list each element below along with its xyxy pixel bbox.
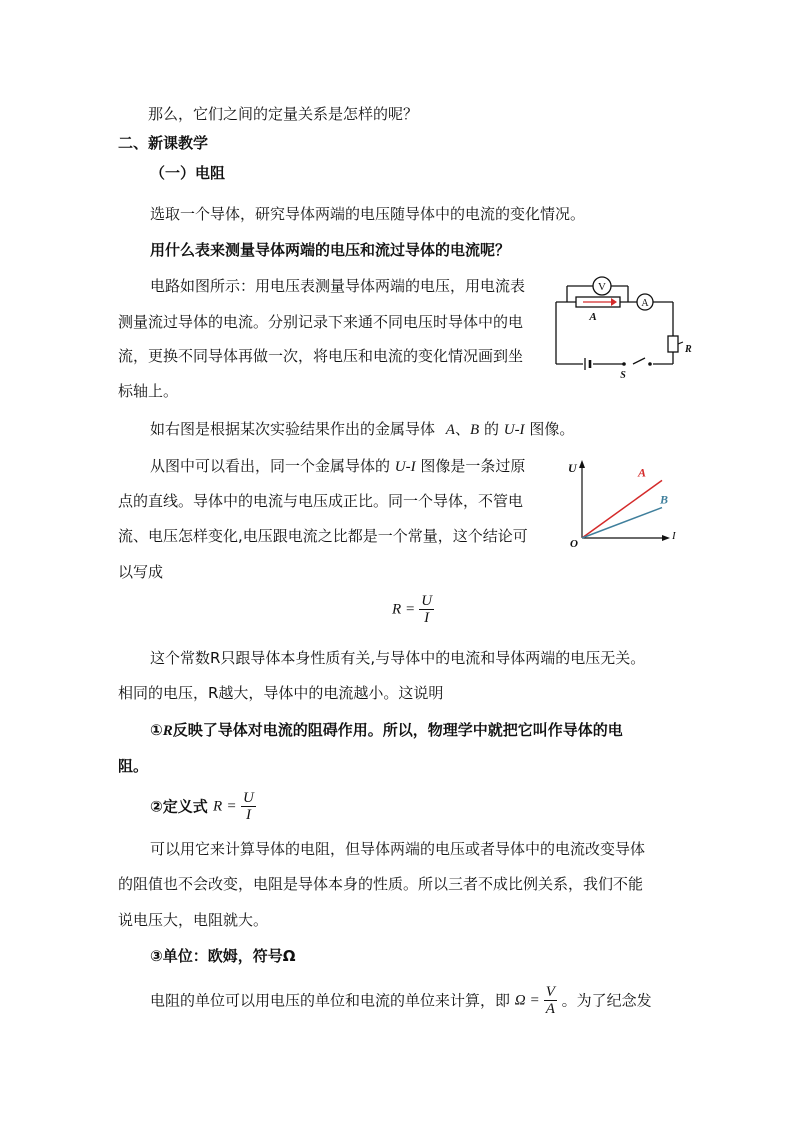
section-heading: 二、新课教学 (118, 134, 209, 152)
para-unit-derivation (150, 984, 652, 1017)
conductor-label: A (589, 311, 597, 323)
graph-text-line-4: 以写成 (118, 563, 164, 581)
circuit-text-line-4: 标轴上。 (118, 382, 179, 400)
p3-post: 图像。 (529, 420, 575, 438)
p6-eq: = (530, 992, 539, 1009)
x-axis-label: I (672, 530, 676, 542)
y-axis-arrow (579, 460, 585, 468)
para-constant-r-line-1: 这个常数R只跟导体本身性质有关,与导体中的电流和导体两端的电压无关。 (150, 649, 646, 667)
question-meters: 用什么表来测量导体两端的电压和流过导体的电流呢？ (150, 241, 511, 259)
rheostat-label: R (685, 344, 692, 355)
p6-numerator: V (545, 984, 555, 1000)
formula-eq: = (405, 601, 415, 618)
origin-label: O (570, 538, 578, 550)
point-2-numerator: U (243, 790, 254, 806)
p3-conductor-b: B (469, 422, 480, 438)
para-resistance-line-1: 可以用它来计算导体的电阻，但导体两端的电压或者导体中的电流改变导体 (150, 840, 646, 858)
circuit-text-line-2: 测量流过导体的电流。分别记录下来通不同电压时导体中的电 (118, 313, 524, 331)
p6-pre: 电阻的单位可以用电压的单位和电流的单位来计算，即 (150, 991, 511, 1010)
p3-sep: 、 (454, 420, 470, 438)
point-2-denominator: I (245, 807, 251, 823)
p6-post: 。为了纪念发 (561, 991, 652, 1010)
p3-pre: 如右图是根据某次实验结果作出的金属导体 (150, 420, 436, 438)
graph-text-l1-pre: 从图中可以看出，同一个金属导体的 (150, 457, 391, 475)
point-1-r: R (162, 723, 173, 739)
point-3-unit: ③单位：欧姆，符号Ω (150, 947, 296, 965)
p6-denominator: A (545, 1001, 555, 1017)
point-1-line-1 (150, 720, 623, 741)
series-label-a: A (638, 465, 647, 480)
point-1-line-2: 阻。 (118, 757, 149, 775)
p3-mid: 的 (483, 420, 499, 438)
formula-r-equals-u-over-i (392, 593, 434, 626)
p3-conductor-a: A (445, 422, 455, 438)
ui-graph (562, 456, 692, 551)
circuit-diagram (553, 262, 695, 382)
graph-text-line-3: 流、电压怎样变化,电压跟电流之比都是一个常量，这个结论可 (118, 527, 528, 545)
para-intro: 那么，它们之间的定量关系是怎样的呢？ (148, 105, 419, 123)
subsection-heading: （一）电阻 (150, 164, 226, 182)
circuit-text-line-1: 电路如图所示：用电压表测量导体两端的电压，用电流表 (150, 277, 526, 295)
para-resistance-line-3: 说电压大，电阻就大。 (118, 911, 269, 929)
p6-fraction (544, 984, 557, 1017)
series-label-b: B (660, 492, 669, 507)
point-1-text: 反映了导体对电流的阻碍作用。所以，物理学中就把它叫作导体的电 (172, 721, 623, 739)
graph-text-line-2: 点的直线。导体中的电流与电压成正比。同一个导体，不管电 (118, 492, 524, 510)
graph-text-l1-ui: U-I (394, 459, 416, 475)
voltmeter-label: V (598, 281, 606, 293)
para-resistance-line-2: 的阻值也不会改变，电阻是导体本身的性质。所以三者不成比例关系，我们不能 (118, 875, 644, 893)
formula-numerator: U (421, 593, 433, 609)
switch-label: S (620, 370, 626, 381)
circuit-text-line-3: 流，更换不同导体再做一次，将电压和电流的变化情况画到坐 (118, 347, 524, 365)
formula-lhs: R (392, 601, 402, 618)
point-2-fraction (241, 790, 256, 823)
point-2-definition (150, 790, 256, 823)
x-axis-arrow (662, 535, 670, 541)
point-1-number: ① (150, 721, 163, 739)
graph-text-line-1 (150, 456, 525, 477)
para-constant-r-line-2: 相同的电压，R越大，导体中的电流越小。这说明 (118, 684, 444, 702)
series-line-a (582, 480, 662, 538)
series-line-b (582, 508, 662, 538)
p6-lhs: Ω (514, 992, 526, 1009)
point-2-label: ②定义式 (150, 797, 208, 816)
p3-ui: U-I (503, 422, 525, 438)
formula-fraction (419, 593, 434, 626)
formula-denominator: I (424, 610, 430, 626)
graph-text-l1-post: 图像是一条过原 (420, 457, 526, 475)
point-2-eq: = (227, 798, 236, 815)
point-2-lhs: R (212, 798, 223, 815)
battery (585, 358, 590, 370)
para-select-conductor: 选取一个导体，研究导体两端的电压随导体中的电流的变化情况。 (150, 205, 586, 223)
rheostat (668, 336, 678, 352)
y-axis-label: U (568, 461, 577, 475)
ammeter-label: A (641, 298, 649, 309)
para-ui-graph-intro (150, 419, 574, 440)
